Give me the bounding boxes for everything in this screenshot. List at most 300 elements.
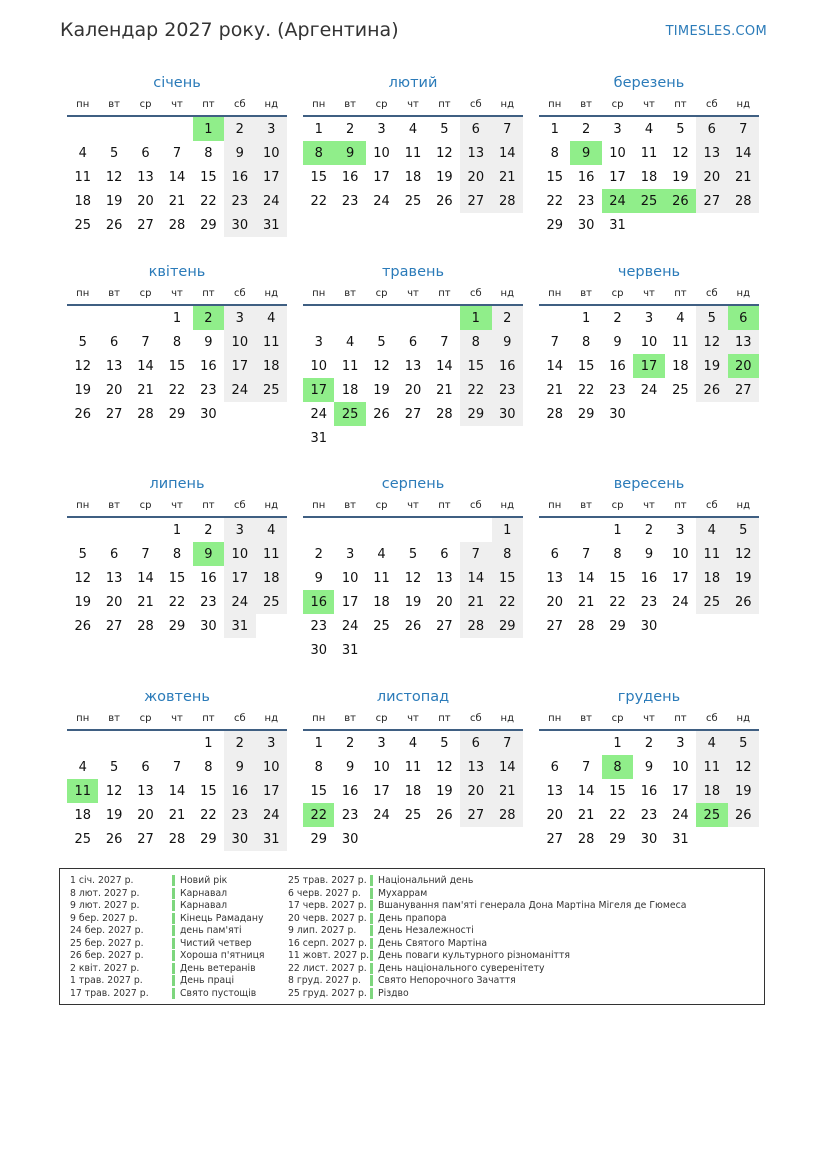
weekend-day-cell: 14	[728, 141, 759, 165]
empty-cell	[460, 517, 491, 542]
day-cell: 19	[373, 382, 390, 398]
empty-cell	[397, 827, 428, 851]
day-cell: 11	[404, 145, 422, 161]
empty-cell	[67, 730, 98, 755]
day-cell: 30	[609, 406, 626, 422]
weekend-day-cell: 28	[460, 614, 491, 638]
weekday-header: вт	[334, 494, 365, 517]
weekday-header: ср	[130, 282, 161, 305]
weekday-header: нд	[728, 494, 759, 517]
day-cell: 19	[74, 382, 91, 398]
empty-cell	[397, 638, 428, 662]
legend-holiday-name: День Незалежності	[370, 925, 474, 936]
weekend-day-cell: 17	[224, 354, 255, 378]
legend-column-left	[70, 875, 265, 1000]
day-cell: 14	[577, 783, 595, 799]
legend-date: 8 груд. 2027 р.	[288, 975, 361, 986]
day-cell: 27	[137, 831, 154, 847]
weekday-header: нд	[256, 494, 287, 517]
day-cell: 8	[550, 145, 559, 161]
weekend-day-cell: 23	[224, 189, 255, 213]
day-cell: 2	[204, 522, 213, 538]
legend-holiday-name: День прапора	[370, 913, 447, 924]
legend-row	[288, 975, 686, 988]
empty-cell	[492, 638, 523, 662]
day-cell: 6	[440, 546, 449, 562]
empty-cell	[665, 213, 696, 237]
weekday-header: ср	[602, 282, 633, 305]
empty-cell	[665, 614, 696, 638]
day-cell: 23	[640, 594, 658, 610]
legend-row	[288, 900, 686, 913]
empty-cell	[539, 730, 570, 755]
weekend-day-cell: 31	[256, 213, 287, 237]
day-cell: 3	[377, 735, 386, 751]
holiday-day-cell: 22	[303, 803, 334, 827]
day-cell: 4	[408, 735, 418, 751]
weekend-day-cell: 12	[728, 542, 759, 566]
legend-holiday-name: Свято пустощів	[172, 988, 256, 999]
weekend-day-cell: 27	[460, 803, 491, 827]
day-cell: 23	[609, 382, 626, 398]
day-cell: 3	[644, 310, 654, 326]
legend-date: 26 бер. 2027 р.	[70, 950, 144, 961]
weekend-day-cell: 28	[728, 189, 759, 213]
day-cell: 16	[341, 783, 359, 799]
weekday-header: сб	[460, 93, 491, 116]
day-cell: 22	[200, 193, 217, 209]
empty-cell	[728, 402, 759, 426]
empty-cell	[429, 517, 460, 542]
weekday-header: сб	[224, 282, 255, 305]
legend-row	[70, 963, 265, 976]
day-cell: 20	[546, 594, 563, 610]
weekday-header: нд	[492, 282, 523, 305]
weekend-day-cell: 15	[460, 354, 491, 378]
legend-date: 2 квіт. 2027 р.	[70, 962, 140, 974]
legend-holiday-name: Кінець Рамадану	[172, 913, 263, 924]
holiday-day-cell: 8	[303, 141, 334, 165]
day-cell: 19	[74, 594, 91, 610]
day-cell: 17	[373, 169, 390, 185]
month-block	[538, 474, 760, 638]
weekday-header: чт	[633, 707, 664, 730]
weekday-header: нд	[728, 707, 759, 730]
weekend-day-cell: 30	[224, 827, 255, 851]
weekday-header: пн	[67, 707, 98, 730]
empty-cell	[665, 402, 696, 426]
legend-row	[288, 875, 686, 888]
day-cell: 20	[137, 807, 154, 823]
day-cell: 30	[577, 217, 595, 233]
day-cell: 31	[310, 430, 327, 446]
weekday-header: ср	[130, 707, 161, 730]
day-cell: 20	[105, 594, 123, 610]
day-cell: 5	[408, 546, 418, 562]
legend-row	[70, 913, 265, 926]
empty-cell	[728, 213, 759, 237]
weekend-day-cell: 3	[256, 116, 287, 141]
day-cell: 27	[105, 406, 123, 422]
legend-row	[70, 875, 265, 888]
legend-holiday-name: День Святого Мартіна	[370, 938, 487, 949]
empty-cell	[366, 827, 397, 851]
weekday-header: нд	[256, 282, 287, 305]
day-cell: 18	[74, 193, 91, 209]
day-cell: 24	[341, 618, 359, 634]
day-cell: 15	[310, 783, 327, 799]
month-block	[66, 474, 288, 638]
day-cell: 16	[640, 783, 658, 799]
weekday-header: пт	[665, 494, 696, 517]
day-cell: 2	[644, 735, 654, 751]
weekday-header: пн	[539, 282, 570, 305]
day-cell: 16	[341, 169, 359, 185]
day-cell: 22	[168, 594, 186, 610]
weekend-day-cell: 17	[224, 566, 255, 590]
day-cell: 5	[109, 759, 119, 775]
weekend-day-cell: 7	[492, 116, 523, 141]
weekday-header: сб	[696, 707, 727, 730]
day-cell: 29	[546, 217, 563, 233]
day-cell: 12	[373, 358, 390, 374]
day-cell: 29	[200, 217, 217, 233]
day-cell: 20	[436, 594, 453, 610]
day-cell: 19	[404, 594, 422, 610]
day-cell: 11	[640, 145, 658, 161]
legend-date: 17 трав. 2027 р.	[70, 987, 149, 999]
day-cell: 8	[172, 334, 182, 350]
empty-cell	[366, 426, 397, 450]
legend-holiday-name: День ветеранів	[172, 963, 256, 974]
weekend-day-cell: 18	[256, 354, 287, 378]
day-cell: 15	[577, 358, 595, 374]
weekend-day-cell: 31	[256, 827, 287, 851]
day-cell: 6	[550, 546, 559, 562]
day-cell: 22	[577, 382, 595, 398]
legend-holiday-name: Мухаррам	[370, 888, 427, 899]
empty-cell	[460, 426, 491, 450]
legend-holiday-name: Карнавал	[172, 900, 227, 911]
legend-row	[70, 925, 265, 938]
day-cell: 10	[609, 145, 626, 161]
weekend-day-cell: 13	[728, 330, 759, 354]
empty-cell	[539, 517, 570, 542]
weekend-day-cell: 13	[460, 141, 491, 165]
day-cell: 11	[74, 169, 91, 185]
holiday-day-cell: 20	[728, 354, 759, 378]
day-cell: 17	[672, 570, 689, 586]
empty-cell	[429, 827, 460, 851]
weekday-header: пн	[303, 707, 334, 730]
day-cell: 31	[672, 831, 689, 847]
weekday-header: нд	[492, 707, 523, 730]
empty-cell	[397, 305, 428, 330]
month-block	[66, 262, 288, 426]
day-cell: 13	[137, 169, 154, 185]
holiday-day-cell: 17	[633, 354, 664, 378]
legend-date: 9 лют. 2027 р.	[70, 900, 140, 911]
holiday-day-cell: 16	[303, 590, 334, 614]
day-cell: 21	[577, 807, 595, 823]
day-cell: 12	[436, 145, 453, 161]
day-cell: 22	[200, 807, 217, 823]
weekend-day-cell: 16	[224, 165, 255, 189]
weekday-header: нд	[492, 93, 523, 116]
month-block	[538, 262, 760, 426]
weekday-header: вт	[98, 494, 129, 517]
day-cell: 18	[373, 594, 390, 610]
month-name: березень	[613, 75, 685, 91]
weekend-day-cell: 30	[224, 213, 255, 237]
weekend-day-cell: 31	[224, 614, 255, 638]
weekend-day-cell: 16	[492, 354, 523, 378]
day-cell: 2	[345, 735, 355, 751]
weekend-day-cell: 7	[460, 542, 491, 566]
day-cell: 23	[341, 193, 359, 209]
empty-cell	[366, 305, 397, 330]
day-cell: 8	[172, 546, 182, 562]
day-cell: 18	[672, 358, 689, 374]
empty-cell	[256, 614, 287, 638]
weekend-day-cell: 24	[224, 590, 255, 614]
empty-cell	[334, 426, 365, 450]
legend-date: 1 трав. 2027 р.	[70, 975, 143, 986]
month-name: січень	[153, 75, 201, 91]
day-cell: 1	[172, 310, 182, 326]
weekend-day-cell: 14	[460, 566, 491, 590]
weekday-header: нд	[728, 282, 759, 305]
day-cell: 6	[408, 334, 418, 350]
weekday-header: ср	[366, 707, 397, 730]
day-cell: 3	[314, 334, 323, 350]
day-cell: 27	[137, 217, 154, 233]
day-cell: 9	[314, 570, 323, 586]
day-cell: 26	[436, 807, 453, 823]
day-cell: 22	[546, 193, 563, 209]
weekend-day-cell: 18	[256, 566, 287, 590]
weekday-header: пн	[303, 93, 334, 116]
weekend-day-cell: 4	[256, 517, 287, 542]
weekday-header: чт	[397, 93, 428, 116]
legend-holiday-name: День поваги культурного різноманіття	[370, 950, 570, 961]
holiday-day-cell: 6	[728, 305, 759, 330]
day-cell: 14	[546, 358, 563, 374]
weekday-header: сб	[696, 494, 727, 517]
day-cell: 29	[577, 406, 595, 422]
day-cell: 16	[200, 570, 217, 586]
weekend-day-cell: 4	[696, 517, 727, 542]
day-cell: 29	[168, 406, 186, 422]
weekend-day-cell: 27	[728, 378, 759, 402]
day-cell: 7	[172, 759, 182, 775]
empty-cell	[696, 614, 727, 638]
weekend-day-cell: 8	[492, 542, 523, 566]
month-block	[302, 687, 524, 851]
holiday-day-cell: 1	[460, 305, 491, 330]
day-cell: 9	[644, 546, 654, 562]
day-cell: 29	[609, 618, 626, 634]
day-cell: 25	[74, 831, 91, 847]
day-cell: 15	[200, 783, 217, 799]
legend-row	[288, 938, 686, 951]
legend-row	[70, 988, 265, 1001]
day-cell: 24	[310, 406, 327, 422]
day-cell: 23	[200, 594, 217, 610]
day-cell: 28	[137, 618, 154, 634]
day-cell: 1	[204, 735, 213, 751]
day-cell: 24	[373, 807, 390, 823]
month-block	[538, 73, 760, 237]
weekday-header: вт	[334, 93, 365, 116]
day-cell: 21	[436, 382, 453, 398]
legend-holiday-name: Різдво	[370, 988, 409, 999]
weekday-header: вт	[570, 282, 601, 305]
day-cell: 10	[373, 759, 390, 775]
weekend-day-cell: 15	[492, 566, 523, 590]
day-cell: 25	[672, 382, 689, 398]
legend-date: 22 лист. 2027 р.	[288, 962, 367, 974]
weekend-day-cell: 3	[224, 305, 255, 330]
page-title: Календар 2027 року. (Аргентина)	[60, 19, 399, 41]
day-cell: 8	[613, 546, 622, 562]
weekday-header: сб	[224, 707, 255, 730]
day-cell: 6	[141, 145, 150, 161]
day-cell: 3	[345, 546, 355, 562]
day-cell: 15	[200, 169, 217, 185]
day-cell: 6	[109, 546, 119, 562]
legend-date: 9 бер. 2027 р.	[70, 912, 138, 924]
empty-cell	[224, 402, 255, 426]
day-cell: 23	[310, 618, 327, 634]
weekend-day-cell: 7	[728, 116, 759, 141]
day-cell: 30	[200, 618, 217, 634]
weekday-header: пт	[193, 707, 224, 730]
holiday-legend	[59, 868, 765, 1005]
weekday-header: вт	[334, 282, 365, 305]
weekend-day-cell: 5	[728, 517, 759, 542]
weekday-header: сб	[696, 93, 727, 116]
empty-cell	[98, 730, 129, 755]
day-cell: 28	[436, 406, 453, 422]
empty-cell	[397, 426, 428, 450]
weekend-day-cell: 12	[728, 755, 759, 779]
site-link[interactable]: TIMESLES.COM	[665, 24, 767, 39]
day-cell: 19	[436, 783, 453, 799]
weekday-header: пт	[665, 93, 696, 116]
day-cell: 2	[613, 310, 622, 326]
day-cell: 5	[440, 735, 449, 751]
weekend-day-cell: 19	[696, 354, 727, 378]
weekend-day-cell: 29	[492, 614, 523, 638]
day-cell: 21	[168, 807, 186, 823]
day-cell: 15	[168, 358, 186, 374]
weekend-day-cell: 10	[224, 542, 255, 566]
weekend-day-cell: 25	[256, 590, 287, 614]
day-cell: 31	[341, 642, 359, 658]
legend-row	[288, 925, 686, 938]
legend-holiday-name: Національний день	[370, 875, 473, 886]
day-cell: 10	[341, 570, 359, 586]
empty-cell	[633, 402, 664, 426]
weekday-header: чт	[633, 282, 664, 305]
weekend-day-cell: 11	[696, 755, 727, 779]
weekend-day-cell: 30	[492, 402, 523, 426]
day-cell: 26	[105, 831, 123, 847]
empty-cell	[539, 305, 570, 330]
day-cell: 31	[609, 217, 626, 233]
day-cell: 15	[609, 570, 626, 586]
weekend-day-cell: 13	[696, 141, 727, 165]
day-cell: 25	[404, 807, 422, 823]
day-cell: 20	[137, 193, 154, 209]
weekend-day-cell: 9	[492, 330, 523, 354]
weekday-header: вт	[570, 707, 601, 730]
weekday-header: нд	[728, 93, 759, 116]
day-cell: 18	[341, 382, 359, 398]
day-cell: 29	[310, 831, 327, 847]
day-cell: 7	[550, 334, 559, 350]
legend-holiday-name: Чистий четвер	[172, 938, 252, 949]
day-cell: 11	[672, 334, 689, 350]
weekday-header: пн	[539, 707, 570, 730]
empty-cell	[303, 305, 334, 330]
legend-row	[70, 975, 265, 988]
holiday-day-cell: 11	[67, 779, 98, 803]
weekend-day-cell: 23	[224, 803, 255, 827]
day-cell: 19	[105, 807, 123, 823]
weekend-day-cell: 24	[224, 378, 255, 402]
day-cell: 26	[404, 618, 422, 634]
empty-cell	[98, 116, 129, 141]
weekend-day-cell: 1	[492, 517, 523, 542]
weekend-day-cell: 18	[696, 566, 727, 590]
legend-date: 17 черв. 2027 р.	[288, 900, 367, 911]
day-cell: 23	[341, 807, 359, 823]
weekday-header: чт	[397, 494, 428, 517]
empty-cell	[696, 827, 727, 851]
empty-cell	[130, 517, 161, 542]
month-name: лютий	[388, 75, 438, 91]
day-cell: 28	[546, 406, 563, 422]
day-cell: 24	[672, 594, 689, 610]
holiday-day-cell: 8	[602, 755, 633, 779]
weekday-header: пн	[67, 282, 98, 305]
weekend-day-cell: 23	[492, 378, 523, 402]
day-cell: 3	[377, 121, 386, 137]
day-cell: 14	[436, 358, 453, 374]
weekend-day-cell: 25	[256, 378, 287, 402]
legend-date: 6 черв. 2027 р.	[288, 887, 361, 899]
weekend-day-cell: 21	[492, 165, 523, 189]
day-cell: 4	[408, 121, 418, 137]
weekend-day-cell: 20	[460, 779, 491, 803]
day-cell: 14	[168, 783, 186, 799]
day-cell: 1	[613, 522, 622, 538]
day-cell: 26	[105, 217, 123, 233]
empty-cell	[366, 517, 397, 542]
day-cell: 11	[404, 759, 422, 775]
day-cell: 4	[78, 145, 87, 161]
day-cell: 13	[137, 783, 154, 799]
day-cell: 12	[74, 358, 91, 374]
day-cell: 23	[577, 193, 595, 209]
day-cell: 26	[373, 406, 390, 422]
weekday-header: вт	[98, 93, 129, 116]
legend-row	[288, 913, 686, 926]
day-cell: 17	[341, 594, 359, 610]
empty-cell	[460, 638, 491, 662]
